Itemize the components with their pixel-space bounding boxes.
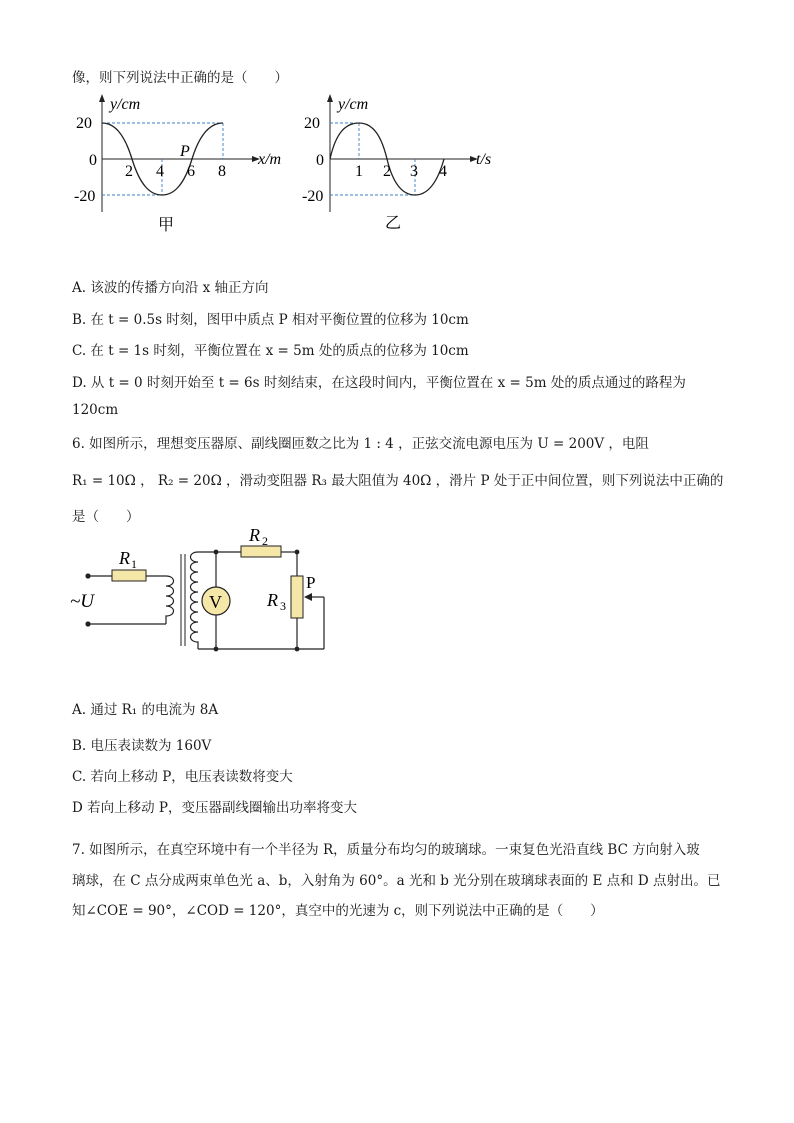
r3-rheostat	[291, 576, 303, 618]
svg-text:20: 20	[304, 115, 320, 132]
svg-text:20: 20	[76, 115, 92, 132]
svg-text:0: 0	[316, 152, 324, 169]
q6-option-c: C. 若向上移动 P，电压表读数将变大	[72, 769, 293, 785]
r1-resistor	[112, 570, 146, 581]
svg-text:3: 3	[280, 599, 286, 613]
svg-text:1: 1	[355, 163, 363, 180]
source-label: ~U	[70, 591, 95, 612]
slider-p-arrow	[304, 593, 312, 601]
q5-option-c: C. 在 t = 1s 时刻，平衡位置在 x = 5m 处的质点的位移为 10cm	[72, 343, 469, 359]
jia-point-p: P	[180, 143, 190, 160]
svg-text:6: 6	[187, 163, 195, 180]
slider-p-label: P	[306, 573, 316, 592]
jia-x-label: x/m	[258, 151, 282, 168]
q6-option-b: B. 电压表读数为 160V	[72, 738, 212, 754]
svg-text:2: 2	[383, 163, 391, 180]
svg-text:-20: -20	[302, 188, 324, 205]
q6-stem-line2: R₁ = 10Ω ， R₂ = 20Ω ，滑动变阻器 R₃ 最大阻值为 40Ω ，滑片 P 处于正中间位置，则下列说法中正确的	[72, 473, 724, 489]
svg-text:R: R	[119, 548, 130, 568]
q6-circuit-diagram	[66, 524, 346, 664]
svg-text:4: 4	[156, 163, 164, 180]
svg-text:-20: -20	[74, 188, 96, 205]
primary-coil	[166, 576, 174, 624]
svg-text:2: 2	[125, 163, 133, 180]
svg-text:t/s: t/s	[476, 151, 492, 168]
q7-stem-line3: 知∠COE = 90°，∠COD = 120°，真空中的光速为 c，则下列说法中正确的是（ ）	[72, 903, 604, 919]
svg-text:8: 8	[218, 163, 226, 180]
q5-option-d-line1: D. 从 t = 0 时刻开始至 t = 6s 时刻结束，在这段时间内，平衡位置在 x = 5m 处的质点通过的路程为	[72, 375, 686, 391]
q5-stem-tail: 像，则下列说法中正确的是（ ）	[72, 70, 288, 86]
svg-text:1: 1	[131, 557, 137, 571]
q6-option-a: A. 通过 R₁ 的电流为 8A	[72, 702, 219, 718]
svg-text:3: 3	[410, 163, 418, 180]
jia-caption: 甲	[158, 217, 175, 234]
q7-stem-line1: 7. 如图所示，在真空环境中有一个半径为 R，质量分布均匀的玻璃球。一束复色光沿直线 BC 方向射入玻	[72, 842, 700, 858]
jia-y-label: y/cm	[110, 96, 141, 113]
svg-text:0: 0	[89, 152, 97, 169]
jia-y-arrow	[99, 94, 105, 102]
yi-caption: 乙	[385, 215, 402, 232]
svg-text:2: 2	[262, 534, 268, 548]
figure-yi-vibration-graph	[298, 92, 518, 242]
q6-stem-line1: 6. 如图所示，理想变压器原、副线圈匝数之比为 1 : 4 ，正弦交流电源电压为 U = 200V ，电阻	[72, 436, 649, 452]
q5-option-b: B. 在 t = 0.5s 时刻，图甲中质点 P 相对平衡位置的位移为 10cm	[72, 312, 469, 328]
r2-resistor	[241, 546, 281, 557]
svg-text:y/cm: y/cm	[338, 96, 369, 113]
q6-stem-line3: 是（ ）	[72, 509, 140, 525]
figure-jia-wave-graph	[70, 92, 300, 242]
secondary-coil	[191, 552, 199, 649]
q7-stem-line2: 璃球，在 C 点分成两束单色光 a、b，入射角为 60°。a 光和 b 光分别在玻璃球表面的 E 点和 D 点射出。已	[72, 873, 721, 889]
q5-option-a: A. 该波的传播方向沿 x 轴正方向	[72, 280, 269, 296]
svg-text:R: R	[249, 525, 260, 545]
q5-option-d-line2: 120cm	[72, 402, 119, 418]
svg-text:R: R	[267, 590, 278, 610]
svg-text:4: 4	[439, 163, 447, 180]
svg-text:V: V	[209, 592, 222, 612]
q6-option-d: D 若向上移动 P，变压器副线圈输出功率将变大	[72, 800, 357, 816]
